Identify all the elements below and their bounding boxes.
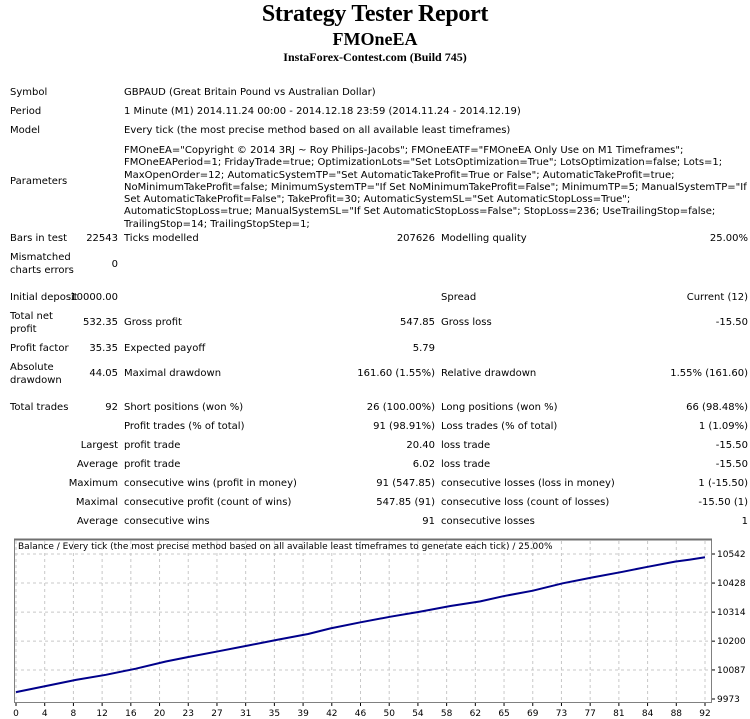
long-value: 66 (98.48%)	[686, 402, 748, 413]
bars-label: Bars in test	[10, 233, 67, 244]
trades-value: 92	[105, 402, 118, 413]
largest-profit-label: profit trade	[124, 440, 181, 451]
largest-loss-value: -15.50	[715, 440, 748, 451]
mismatch-label-line1: Mismatched	[10, 252, 71, 263]
profittrades-label: Profit trades (% of total)	[124, 421, 245, 432]
svg-text:65: 65	[498, 709, 510, 719]
svg-text:27: 27	[211, 709, 223, 719]
quality-label: Modelling quality	[441, 233, 527, 244]
maximal-loss-label: consecutive loss (count of losses)	[441, 497, 610, 508]
pf-value: 35.35	[89, 343, 118, 354]
symbol-label: Symbol	[10, 87, 48, 98]
svg-text:10542: 10542	[717, 550, 746, 560]
svg-text:69: 69	[527, 709, 539, 719]
max-wins-label: consecutive wins (profit in money)	[124, 478, 297, 489]
profittrades-value: 91 (98.91%)	[373, 421, 435, 432]
average-profit-label: profit trade	[124, 459, 181, 470]
server-build: InstaForex-Contest.com (Build 745)	[283, 50, 467, 64]
period-value: 1 Minute (M1) 2014.11.24 00:00 - 2014.12.18 23:59 (2014.11.24 - 2014.12.19)	[124, 106, 521, 117]
grossprofit-label: Gross profit	[124, 317, 182, 328]
absdd-value: 44.05	[89, 368, 118, 379]
model-label: Model	[10, 125, 41, 136]
y-axis-labels	[712, 550, 746, 705]
max-losses-value: 1 (-15.50)	[698, 478, 748, 489]
svg-text:39: 39	[297, 709, 309, 719]
svg-text:31: 31	[239, 709, 252, 719]
grossprofit-value: 547.85	[400, 317, 435, 328]
maxdd-value: 161.60 (1.55%)	[357, 368, 435, 379]
parameters-label: Parameters	[10, 176, 68, 187]
trades-label: Total trades	[10, 402, 69, 413]
svg-text:9973: 9973	[717, 695, 740, 705]
losstrades-label: Loss trades (% of total)	[441, 421, 558, 432]
grossloss-value: -15.50	[715, 317, 748, 328]
svg-text:88: 88	[670, 709, 683, 719]
svg-text:0: 0	[13, 709, 19, 719]
svg-text:35: 35	[268, 709, 281, 719]
svg-text:23: 23	[182, 709, 194, 719]
deposit-value: 10000.00	[70, 292, 118, 303]
period-label: Period	[10, 106, 42, 117]
pf-label: Profit factor	[10, 343, 69, 354]
netprofit-value: 532.35	[83, 317, 118, 328]
maxdd-label: Maximal drawdown	[124, 368, 222, 379]
symbol-value: GBPAUD (Great Britain Pound vs Australian Dollar)	[124, 87, 376, 98]
svg-text:84: 84	[641, 709, 654, 719]
long-label: Long positions (won %)	[441, 402, 558, 413]
reldd-value: 1.55% (161.60)	[670, 368, 748, 379]
avg-consec-label: Average	[76, 516, 118, 527]
absdd-label-line2: drawdown	[10, 375, 62, 386]
avg-losses-value: 1	[741, 516, 748, 527]
maximal-profit-value: 547.85 (91)	[376, 497, 435, 508]
average-profit-value: 6.02	[412, 459, 435, 470]
avg-losses-label: consecutive losses	[441, 516, 535, 527]
avg-wins-label: consecutive wins	[124, 516, 210, 527]
deposit-label: Initial deposit	[10, 292, 78, 303]
netprofit-label-line2: profit	[10, 324, 37, 335]
svg-text:77: 77	[584, 709, 596, 719]
svg-text:10087: 10087	[717, 665, 746, 676]
bars-value: 22543	[86, 233, 118, 244]
average-loss-value: -15.50	[715, 459, 748, 470]
short-label: Short positions (won %)	[124, 402, 244, 413]
largest-label: Largest	[80, 440, 118, 451]
x-axis-labels	[13, 703, 711, 719]
svg-text:42: 42	[326, 709, 338, 719]
netprofit-label-line1: Total net	[10, 311, 53, 322]
svg-text:73: 73	[555, 709, 568, 719]
max-losses-label: consecutive losses (loss in money)	[441, 478, 615, 489]
balance-chart	[0, 535, 750, 719]
quality-value: 25.00%	[709, 233, 748, 244]
losstrades-value: 1 (1.09%)	[698, 421, 748, 432]
maximal-label: Maximal	[75, 497, 118, 508]
absdd-label-line1: Absolute	[10, 362, 54, 373]
payoff-value: 5.79	[412, 343, 435, 354]
mismatch-label-line2: charts errors	[10, 265, 74, 276]
largest-loss-label: loss trade	[441, 440, 491, 451]
svg-text:62: 62	[469, 709, 482, 719]
svg-text:50: 50	[383, 709, 395, 719]
spread-value: Current (12)	[686, 292, 748, 303]
payoff-label: Expected payoff	[124, 343, 206, 354]
svg-text:20: 20	[153, 709, 166, 719]
maximal-loss-value: -15.50 (1)	[698, 497, 748, 508]
ticks-value: 207626	[396, 233, 435, 244]
grossloss-label: Gross loss	[441, 317, 492, 328]
svg-text:54: 54	[412, 709, 424, 719]
largest-profit-value: 20.40	[406, 440, 435, 451]
svg-text:10200: 10200	[717, 637, 746, 648]
svg-text:4: 4	[41, 709, 48, 719]
maximal-profit-label: consecutive profit (count of wins)	[124, 497, 292, 508]
chart-title: Balance / Every tick (the most precise method based on all available least timeframes to generate each tick) / 25.00%	[18, 542, 553, 552]
model-value: Every tick (the most precise method based on all available least timeframes)	[124, 125, 511, 136]
maximum-label: Maximum	[68, 478, 118, 489]
spread-label: Spread	[441, 292, 477, 303]
svg-text:81: 81	[613, 709, 625, 719]
reldd-label: Relative drawdown	[441, 368, 537, 379]
short-value: 26 (100.00%)	[366, 402, 435, 413]
max-wins-value: 91 (547.85)	[376, 478, 435, 489]
svg-text:10314: 10314	[717, 608, 746, 619]
svg-text:10428: 10428	[717, 579, 746, 590]
svg-text:46: 46	[354, 709, 367, 719]
parameters-value: FMOneEA="Copyright © 2014 3RJ ~ Roy Philips-Jacobs"; FMOneEATF="FMOneEA Only Use on M1 Timeframes"; FMOneEAPeriod=1; FridayTrade=true; OptimizationLots="Set LotsOptimization=True"; LotsOptimization=false; Lots=1; MaxOpenOrder=12; AutomaticSystemTP="Set AutomaticTakeProfit=True or False"; AutomaticTakeProfit=true; NoMinimumTakeProfit=false; MinimumSystemTP="If Set NoMinimumTakeProfit=False"; MinimumTP=5; ManualSystemTP="If Set AutomaticTakeProfit=False"; TakeProfit=30; AutomaticSystemSL="Set AutomaticStopLoss=True"; AutomaticStopLoss=true; ManualSystemSL="If Set AutomaticStopLoss=False"; StopLoss=236; UseTrailingStop=false; TrailingStop=14; TrailingStopStep=1;	[124, 145, 747, 230]
svg-text:12: 12	[96, 709, 108, 719]
ea-name: FMOneEA	[332, 29, 418, 49]
svg-text:16: 16	[125, 709, 137, 719]
svg-text:92: 92	[699, 709, 711, 719]
svg-text:8: 8	[70, 709, 77, 719]
average-label: Average	[76, 459, 118, 470]
average-loss-label: loss trade	[441, 459, 491, 470]
svg-text:58: 58	[440, 709, 453, 719]
avg-wins-value: 91	[422, 516, 435, 527]
mismatch-value: 0	[111, 259, 118, 270]
ticks-label: Ticks modelled	[124, 233, 199, 244]
report-title: Strategy Tester Report	[261, 1, 489, 27]
